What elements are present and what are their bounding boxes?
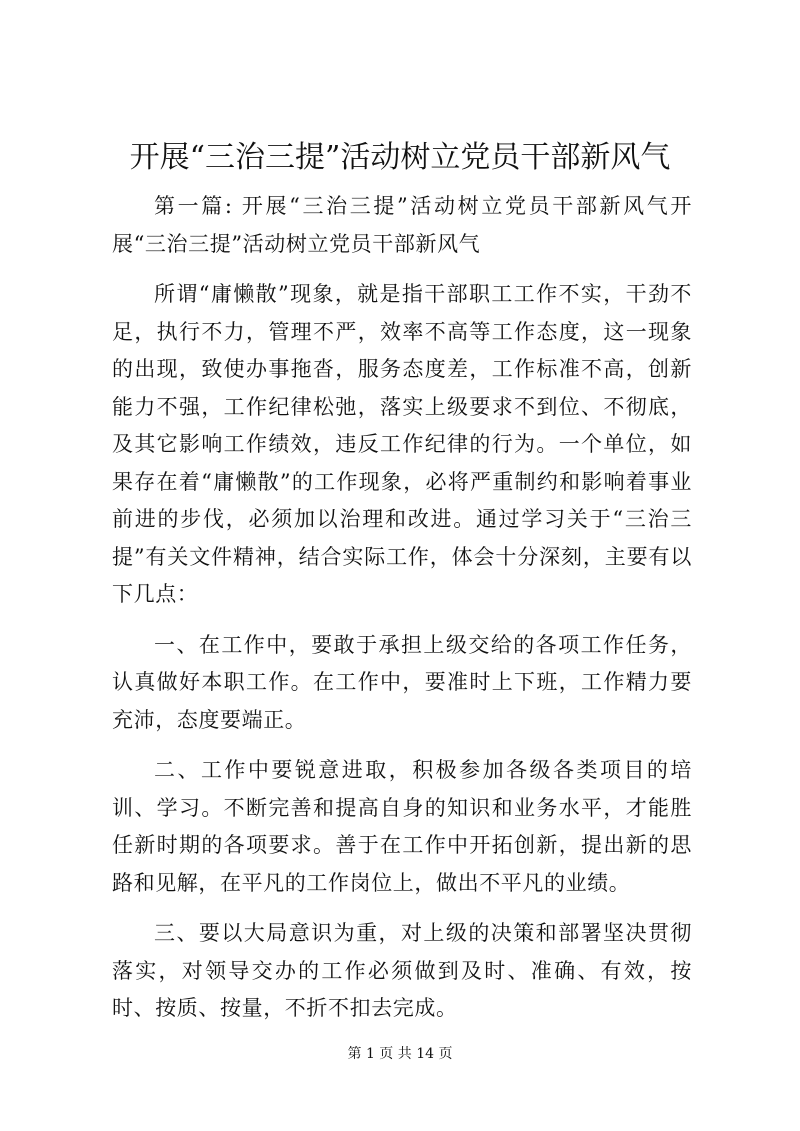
paragraph-point-two: 二、工作中要锐意进取，积极参加各级各类项目的培训、学习。不断完善和提高自身的知识和业务水平，才能胜任新时期的各项要求。善于在工作中开拓创新，提出新的思路和见解，在平凡的工作岗位上，做出不平凡的业绩。 xyxy=(112,758,692,895)
paragraph-point-three: 三、要以大局意识为重，对上级的决策和部署坚决贯彻落实，对领导交办的工作必须做到及时、准确、有效，按时、按质、按量，不折不扣去完成。 xyxy=(112,921,692,1020)
paragraph-intro: 第一篇: 开展“三治三提”活动树立党员干部新风气开展“三治三提”活动树立党员干部新风气 xyxy=(112,194,692,256)
paragraph-point-one: 一、在工作中，要敢于承担上级交给的各项工作任务，认真做好本职工作。在工作中，要准时上下班，工作精力要充沛，态度要端正。 xyxy=(112,632,692,732)
document-title: 开展“三治三提”活动树立党员干部新风气 xyxy=(129,140,671,175)
paragraph-definition: 所谓“庸懒散”现象，就是指干部职工工作不实，干劲不足，执行不力，管理不严，效率不高等工作态度，这一现象的出现，致使办事拖沓，服务态度差，工作标准不高，创新能力不强，工作纪律松弛，落实上级要求不到位、不彻底，及其它影响工作绩效，违反工作纪律的行为。一个单位，如果存在着“庸懒散”的工作现象，必将严重制约和影响着事业前进的步伐，必须加以治理和改进。通过学习关于“三治三提”有关文件精神，结合实际工作，体会十分深刻，主要有以下几点： xyxy=(112,282,692,606)
document-body xyxy=(112,188,692,1028)
page-footer: 第 1 页 共 14 页 xyxy=(347,1046,453,1062)
